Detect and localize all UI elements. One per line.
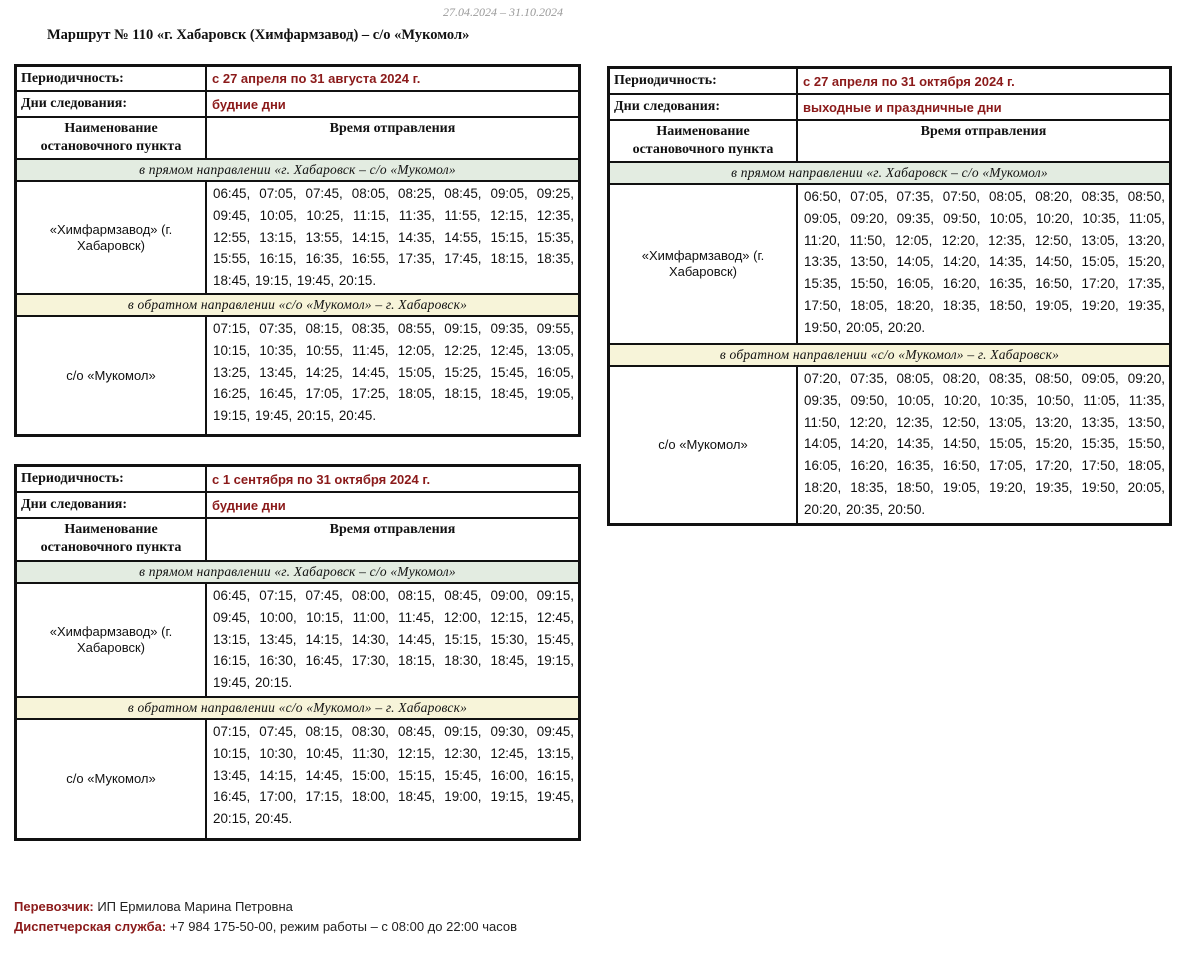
route-title: Маршрут № 110 «г. Хабаровск (Химфармзавод) – с/о «Мукомол» xyxy=(47,27,470,43)
forward-times: 06:45, 07:05, 07:45, 08:05, 08:25, 08:45, 09:05, 09:25, 09:45, 10:05, 10:25, 11:15, 11:35, 11:55, 12:15, 12:35, 12:55, 13:15, 13:55, 14:15, 14:35, 14:55, 15:15, 15:35, 15:55, 16:15, 16:35, 16:55, 17:35, 17:45, 18:15, 18:35, 18:45, 19:15, 19:45, 20:15. xyxy=(213,186,574,289)
schedule-table-summer-weekdays xyxy=(14,64,581,437)
backward-stop: с/о «Мукомол» xyxy=(17,317,207,434)
backward-stop: с/о «Мукомол» xyxy=(17,720,207,838)
forward-direction: в прямом направлении «г. Хабаровск – с/о «Мукомол» xyxy=(610,163,1169,185)
stop-name-header: Наименование остановочного пункта xyxy=(17,118,207,158)
departure-time-header: Время отправления xyxy=(329,522,456,537)
forward-direction: в прямом направлении «г. Хабаровск – с/о «Мукомол» xyxy=(17,562,578,584)
periodicity-label: Периодичность: xyxy=(17,467,207,491)
dispatch-value: +7 984 175-50-00, режим работы – с 08:00 до 22:00 часов xyxy=(169,919,518,934)
periodicity-label: Периодичность: xyxy=(17,67,207,90)
stop-name-header: Наименование остановочного пункта xyxy=(17,519,207,560)
forward-times: 06:45, 07:15, 07:45, 08:00, 08:15, 08:45, 09:00, 09:15, 09:45, 10:00, 10:15, 11:00, 11:45, 12:00, 12:15, 12:45, 13:15, 13:45, 14:15, 14:30, 14:45, 15:15, 15:30, 15:45, 16:15, 16:30, 16:45, 17:30, 18:15, 18:30, 18:45, 19:15, 19:45, 20:15. xyxy=(213,588,574,691)
period-value: с 27 апреля по 31 августа 2024 г. xyxy=(212,71,421,86)
departure-time-header: Время отправления xyxy=(329,121,456,136)
carrier-line xyxy=(14,899,293,914)
periodicity-label: Периодичность: xyxy=(610,69,798,93)
days-label: Дни следования: xyxy=(17,493,207,517)
schedule-table-weekends xyxy=(607,66,1172,526)
backward-times: 07:15, 07:35, 08:15, 08:35, 08:55, 09:15, 09:35, 09:55, 10:15, 10:35, 10:55, 11:45, 12:05, 12:25, 12:45, 13:05, 13:25, 13:45, 14:25, 14:45, 15:05, 15:25, 15:45, 16:05, 16:25, 16:45, 17:05, 17:25, 18:05, 18:15, 18:45, 19:05, 19:15, 19:45, 20:15, 20:45. xyxy=(213,321,574,424)
days-value: выходные и праздничные дни xyxy=(803,99,1002,115)
forward-direction: в прямом направлении «г. Хабаровск – с/о «Мукомол» xyxy=(17,160,578,182)
backward-direction: в обратном направлении «с/о «Мукомол» – г. Хабаровск» xyxy=(610,345,1169,367)
departure-time-header: Время отправления xyxy=(920,124,1047,139)
backward-times: 07:15, 07:45, 08:15, 08:30, 08:45, 09:15, 09:30, 09:45, 10:15, 10:30, 10:45, 11:30, 12:15, 12:30, 12:45, 13:15, 13:45, 14:15, 14:45, 15:00, 15:15, 15:45, 16:00, 16:15, 16:45, 17:00, 17:15, 18:00, 18:45, 19:00, 19:15, 19:45, 20:15, 20:45. xyxy=(213,724,574,827)
forward-stop: «Химфармзавод» (г. Хабаровск) xyxy=(610,185,798,343)
carrier-value: ИП Ермилова Марина Петровна xyxy=(97,899,293,914)
days-label: Дни следования: xyxy=(17,92,207,116)
schedule-table-autumn-weekdays xyxy=(14,464,581,841)
forward-stop: «Химфармзавод» (г. Хабаровск) xyxy=(17,182,207,293)
backward-direction: в обратном направлении «с/о «Мукомол» – г. Хабаровск» xyxy=(17,698,578,720)
forward-times: 06:50, 07:05, 07:35, 07:50, 08:05, 08:20, 08:35, 08:50, 09:05, 09:20, 09:35, 09:50, 10:05, 10:20, 10:35, 11:05, 11:20, 11:50, 12:05, 12:20, 12:35, 12:50, 13:05, 13:20, 13:35, 13:50, 14:05, 14:20, 14:35, 14:50, 15:05, 15:20, 15:35, 15:50, 16:05, 16:20, 16:35, 16:50, 17:20, 17:35, 17:50, 18:05, 18:20, 18:35, 18:50, 19:05, 19:20, 19:35, 19:50, 20:05, 20:20. xyxy=(804,189,1165,335)
dispatch-line xyxy=(14,919,517,934)
backward-stop: с/о «Мукомол» xyxy=(610,367,798,523)
forward-stop: «Химфармзавод» (г. Хабаровск) xyxy=(17,584,207,696)
days-value: будние дни xyxy=(212,96,286,112)
days-value: будние дни xyxy=(212,497,286,513)
period-value: с 27 апреля по 31 октября 2024 г. xyxy=(803,73,1015,89)
backward-direction: в обратном направлении «с/о «Мукомол» – г. Хабаровск» xyxy=(17,295,578,317)
dispatch-label: Диспетчерская служба: xyxy=(14,919,167,934)
backward-times: 07:20, 07:35, 08:05, 08:20, 08:35, 08:50, 09:05, 09:20, 09:35, 09:50, 10:05, 10:20, 10:35, 10:50, 11:05, 11:35, 11:50, 12:20, 12:35, 12:50, 13:05, 13:20, 13:35, 13:50, 14:05, 14:20, 14:35, 14:50, 15:05, 15:20, 15:35, 15:50, 16:05, 16:20, 16:35, 16:50, 17:05, 17:20, 17:50, 18:05, 18:20, 18:35, 18:50, 19:05, 19:20, 19:35, 19:50, 20:05, 20:20, 20:35, 20:50. xyxy=(804,371,1165,517)
period-value: с 1 сентября по 31 октября 2024 г. xyxy=(212,471,431,487)
stop-name-header: Наименование остановочного пункта xyxy=(610,121,798,161)
date-range: 27.04.2024 – 31.10.2024 xyxy=(443,5,563,19)
carrier-label: Перевозчик: xyxy=(14,899,94,914)
days-label: Дни следования: xyxy=(610,95,798,119)
